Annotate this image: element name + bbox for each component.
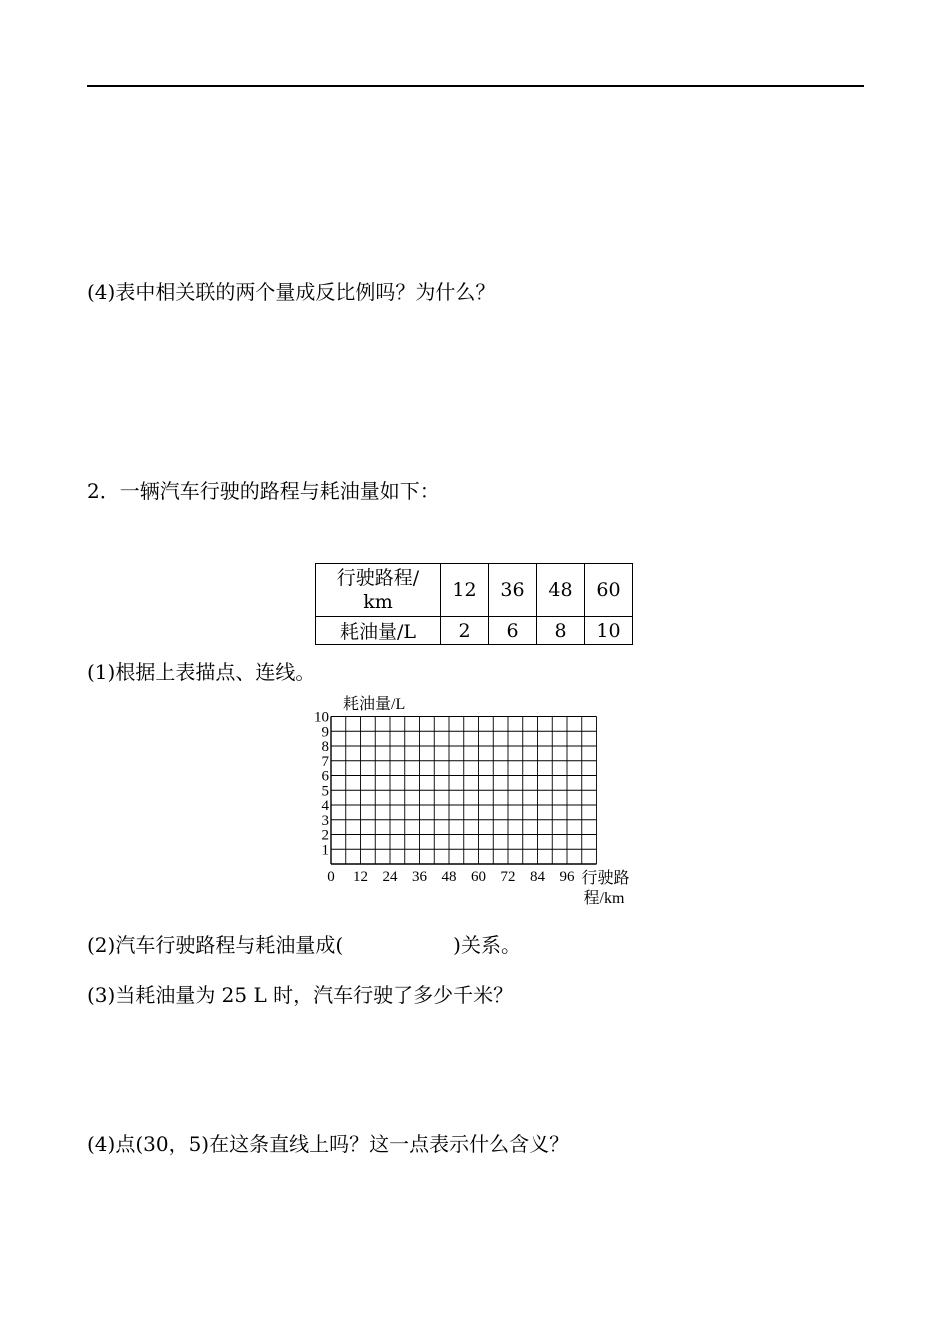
grid-svg: [300, 692, 660, 917]
y-tick-label: 9: [321, 724, 329, 741]
question-2-part-4: (4)点(30，5)在这条直线上吗？这一点表示什么含义？: [87, 1132, 570, 1156]
origin-label: 0: [327, 869, 335, 885]
x-tick-label: 60: [471, 869, 486, 885]
x-tick-label: 84: [530, 869, 545, 885]
x-tick-label: 48: [441, 869, 457, 885]
x-tick-label: 36: [412, 869, 427, 885]
y-tick-label: 1: [321, 842, 329, 859]
y-axis-label: 耗油量/L: [343, 696, 406, 713]
coordinate-grid-chart: [300, 692, 660, 917]
table-cell: 12: [441, 564, 489, 617]
y-tick-label: 5: [321, 783, 329, 800]
y-tick-label: 2: [321, 827, 329, 844]
part-2-text-after: )关系。: [453, 933, 521, 957]
x-tick-label: 72: [500, 869, 516, 885]
table-row: [316, 617, 633, 645]
y-tick-label: 6: [321, 768, 329, 785]
y-tick-label: 10: [314, 709, 329, 726]
question-1-part-4: (4)表中相关联的两个量成反比例吗？为什么？: [87, 280, 496, 304]
question-2-part-1: (1)根据上表描点、连线。: [87, 660, 316, 684]
header-fuel: 耗油量/L: [316, 617, 441, 645]
x-tick-label: 12: [353, 869, 368, 885]
table-cell: 36: [489, 564, 537, 617]
table-cell: 6: [489, 617, 537, 645]
part-2-text-before: (2)汽车行驶路程与耗油量成(: [87, 933, 344, 957]
header-rule: [87, 85, 864, 87]
question-2-part-2: [87, 933, 521, 957]
header-distance: 行驶路程/ km: [316, 564, 441, 617]
x-axis-label-line-2: 程/km: [583, 890, 625, 907]
table-cell: 2: [441, 617, 489, 645]
distance-fuel-table: [315, 563, 633, 645]
y-tick-label: 8: [321, 739, 329, 755]
y-tick-label: 4: [321, 798, 329, 814]
x-tick-label: 24: [382, 869, 398, 885]
x-tick-label: 96: [559, 869, 575, 885]
table-cell: 8: [537, 617, 585, 645]
y-tick-label: 7: [321, 753, 329, 770]
table-cell: 48: [537, 564, 585, 617]
question-2-part-3: (3)当耗油量为 25 L 时，汽车行驶了多少千米？: [87, 983, 514, 1007]
table-cell: 10: [585, 617, 633, 645]
table-row: [316, 564, 633, 617]
question-2-heading: 2．一辆汽车行驶的路程与耗油量如下：: [87, 479, 440, 503]
x-axis-label-line-1: 行驶路: [581, 870, 630, 887]
y-tick-label: 3: [321, 812, 329, 829]
table-cell: 60: [585, 564, 633, 617]
